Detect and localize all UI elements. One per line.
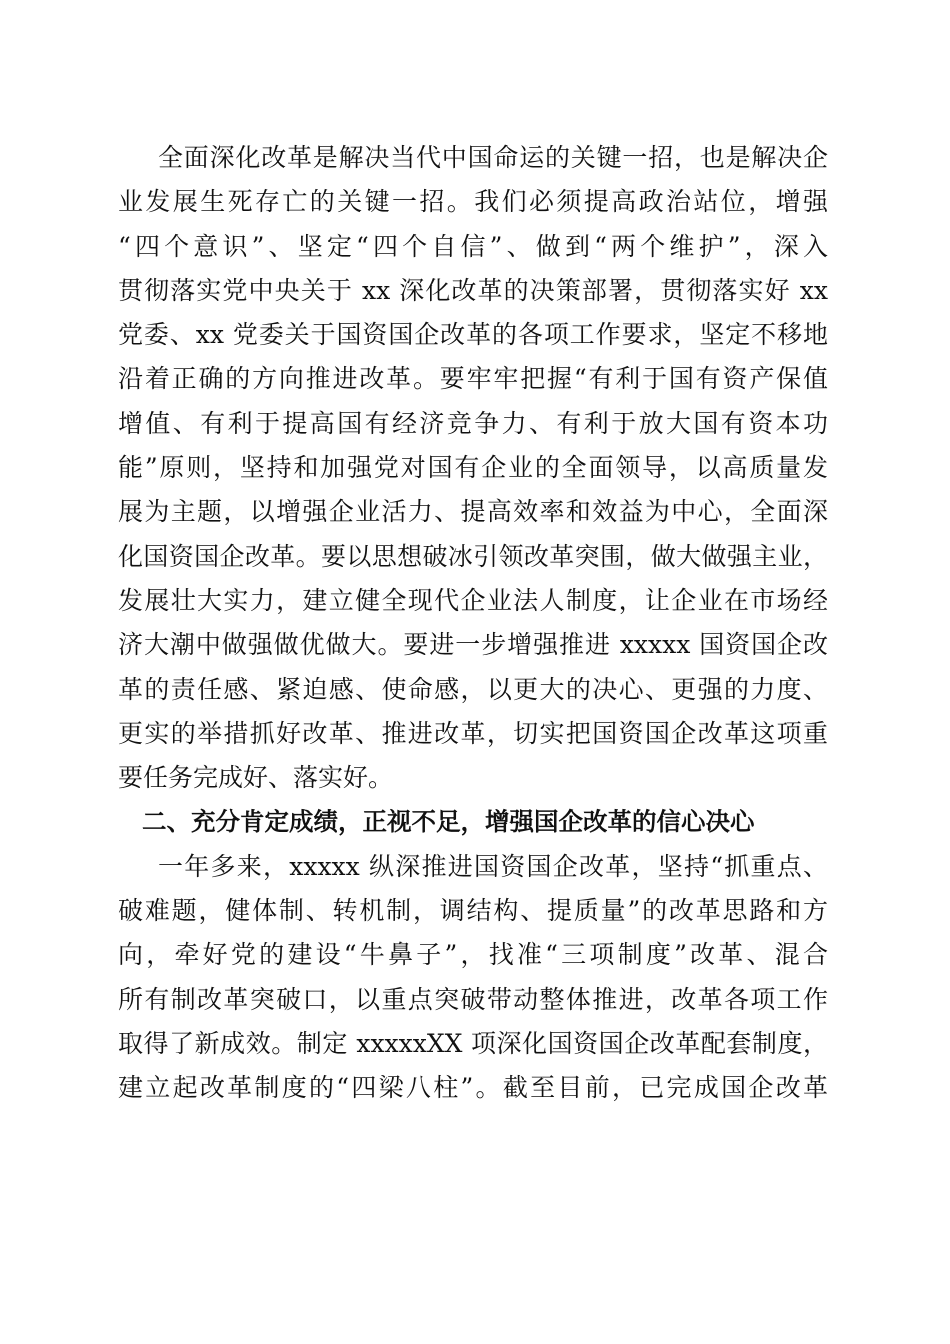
paragraph-line: 破难题，健体制、转机制，调结构、提质量”的改革思路和方 — [118, 896, 828, 926]
paragraph-2 — [118, 845, 828, 1111]
paragraph-line: 展为主题，以增强企业活力、提高效率和效益为中心，全面深 — [118, 497, 828, 527]
paragraph-line: 发展壮大实力，建立健全现代企业法人制度，让企业在市场经 — [118, 585, 828, 615]
paragraph-line: 济大潮中做强做优做大。要进一步增强推进 xxxxx 国资国企改 — [118, 630, 828, 660]
paragraph-line: 化国资国企改革。要以思想破冰引领改革突围，做大做强主业， — [118, 541, 828, 571]
section-heading: 二、充分肯定成绩，正视不足，增强国企改革的信心决心 — [142, 807, 755, 837]
paragraph-line: 建立起改革制度的“四梁八柱”。截至目前，已完成国企改革 — [118, 1073, 828, 1103]
paragraph-line: 贯彻落实党中央关于 xx 深化改革的决策部署，贯彻落实好 xx — [118, 275, 828, 305]
document-body — [118, 136, 828, 1111]
paragraph-line: 能”原则，坚持和加强党对国有企业的全面领导，以高质量发 — [118, 453, 828, 483]
paragraph-line: 所有制改革突破口，以重点突破带动整体推进，改革各项工作 — [118, 984, 828, 1014]
paragraph-line: “四个意识”、坚定“四个自信”、做到“两个维护”，深入 — [118, 231, 828, 261]
paragraph-line: 党委、xx 党委关于国资国企改革的各项工作要求，坚定不移地 — [118, 320, 828, 350]
paragraph-line: 沿着正确的方向推进改革。要牢牢把握“有利于国有资产保值 — [118, 364, 828, 394]
paragraph-line: 全面深化改革是解决当代中国命运的关键一招，也是解决企 — [158, 143, 828, 172]
paragraph-line: 要任务完成好、落实好。 — [118, 763, 394, 793]
paragraph-line: 革的责任感、紧迫感、使命感，以更大的决心、更强的力度、 — [118, 674, 828, 704]
paragraph-line: 业发展生死存亡的关键一招。我们必须提高政治站位，增强 — [118, 187, 828, 217]
paragraph-line: 一年多来，xxxxx 纵深推进国资国企改革，坚持“抓重点、 — [158, 851, 828, 881]
paragraph-line: 更实的举措抓好改革、推进改革，切实把国资国企改革这项重 — [118, 718, 828, 748]
paragraph-line: 取得了新成效。制定 xxxxxXX 项深化国资国企改革配套制度， — [118, 1028, 828, 1058]
paragraph-line: 向，牵好党的建设“牛鼻子”，找准“三项制度”改革、混合 — [118, 940, 828, 970]
paragraph-1 — [118, 136, 828, 800]
paragraph-line: 增值、有利于提高国有经济竞争力、有利于放大国有资本功 — [118, 408, 828, 438]
